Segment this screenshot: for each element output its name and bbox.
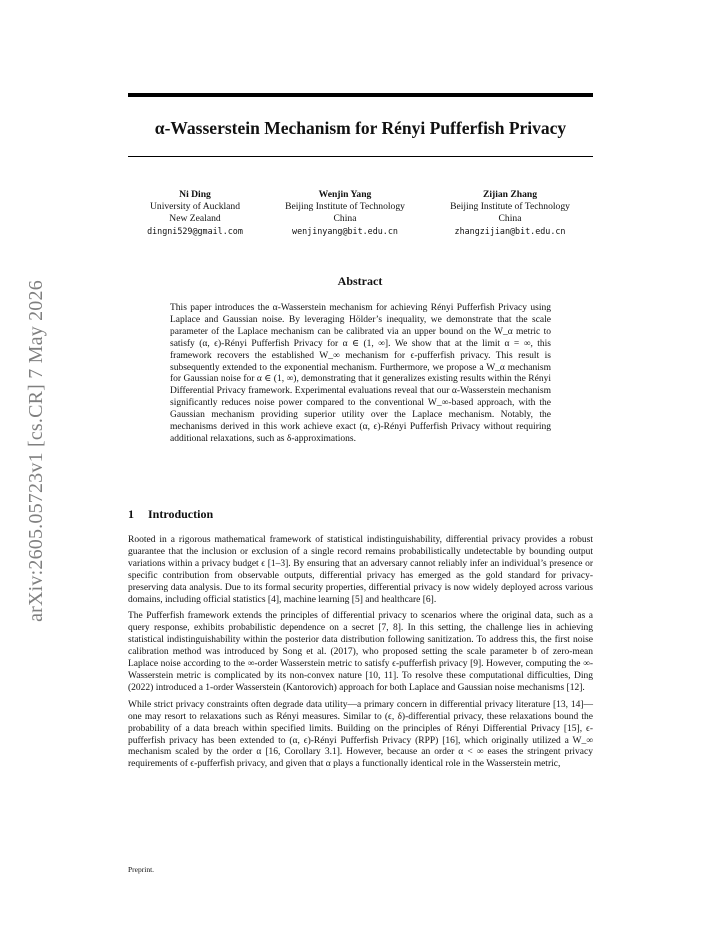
section-title: Introduction <box>148 507 214 521</box>
arxiv-identifier[interactable]: arXiv:2605.05723v1 [cs.CR] 7 May 2026 <box>25 280 47 622</box>
author-affiliation: University of Auckland <box>149 201 241 212</box>
author-email[interactable]: zhangzijian@bit.edu.cn <box>454 226 566 236</box>
section-heading <box>128 506 593 522</box>
title-top-rule <box>128 93 593 97</box>
author-3 <box>420 189 600 237</box>
body-paragraph: Rooted in a rigorous mathematical framework of statistical indistinguishability, differential privacy provides a robust guarantee that the inclusion or exclusion of a single record remains probabilistically undetectable by bounding output variations within a privacy budget ϵ [1–3]. By ensuring that an adversary cannot reliably infer an individual’s presence or specific contribution from observable outputs, differential privacy has emerged as the gold standard for privacy-preserving data analysis. Due to its formal security properties, differential privacy is now widely deployed across various domains, including official statistics [4], machine learning [5] and healthcare [6]. <box>128 535 593 605</box>
author-block <box>0 189 720 249</box>
author-name: Zijian Zhang <box>482 189 538 200</box>
author-name: Wenjin Yang <box>318 189 372 200</box>
paper-title: α-Wasserstein Mechanism for Rényi Pufferfish Privacy <box>154 118 567 138</box>
title-bottom-rule <box>128 156 593 157</box>
author-location: New Zealand <box>169 213 221 224</box>
author-affiliation: Beijing Institute of Technology <box>285 201 405 212</box>
author-name: Ni Ding <box>179 189 211 200</box>
author-email[interactable]: wenjinyang@bit.edu.cn <box>292 226 398 236</box>
author-location: China <box>498 213 522 224</box>
body-paragraph: While strict privacy constraints often degrade data utility—a primary concern in differential privacy literature [13, 14]—one may resort to relaxations such as Rényi measures. Similar to (ϵ, δ)-differential privacy, these relaxations bound the probability of a data breach within specified limits. Building on the principles of Rényi Differential Privacy [15], ϵ-pufferfish privacy has been extended to (α, ϵ)-Rényi Pufferfish Privacy (RPP) [16], which originally utilized a W_∞ mechanism scaled by the order α [16, Corollary 3.1]. However, because an order α < ∞ eases the stringent privacy requirements of ϵ-pufferfish privacy, and given that α plays a functionally identical role in the Wasserstein metric, <box>128 699 593 770</box>
abstract-text: This paper introduces the α-Wasserstein mechanism for achieving Rényi Pufferfish Privacy using Laplace and Gaussian noise. By leveraging Hölder’s inequality, we demonstrate that the scale parameter of the Laplace mechanism can be calibrated via an upper bound on the W_α metric to satisfy (α, ϵ)-Rényi Pufferfish Privacy for α ∈ (1, ∞]. We show that at the limit α = ∞, this framework recovers the established W_∞ mechanism for ϵ-pufferfish privacy. This result is subsequently extended to the exponential mechanism. Furthermore, we propose a W_α mechanism for Gaussian noise for α ∈ (1, ∞), demonstrating that it generalizes existing results within the Rényi Differential Privacy framework. Experimental evaluations reveal that our α-Wasserstein mechanism significantly reduces noise power compared to the conventional W_∞-based approach, with the Gaussian mechanism providing superior utility over the Laplace mechanism. Notably, the mechanisms derived in this work achieve exact (α, ϵ)-Rényi Pufferfish Privacy without requiring additional relaxations, such as δ-approximations. <box>170 303 551 444</box>
abstract-heading: Abstract <box>337 274 383 288</box>
author-affiliation: Beijing Institute of Technology <box>450 201 570 212</box>
author-2 <box>255 189 435 237</box>
author-location: China <box>333 213 357 224</box>
section-number: 1 <box>128 507 134 521</box>
body-paragraph: The Pufferfish framework extends the principles of differential privacy to scenarios where the original data, such as a query response, exhibits probabilistic dependence on a secret [7, 8]. In this setting, the challenge lies in achieving statistical indistinguishability within the posterior data distribution following sanitization. To address this, the first noise calibration method was introduced by Song et al. (2017), who proposed setting the scale parameter b of zero-mean Laplace noise according to the ∞-order Wasserstein metric to satisfy ϵ-pufferfish privacy [9]. However, computing the ∞-Wasserstein metric is complicated by its non-convex nature [10, 11]. To resolve these computational difficulties, Ding (2022) introduced a 1-order Wasserstein (Kantorovich) approach for both Laplace and Gaussian noise mechanisms [12]. <box>128 611 593 693</box>
author-email[interactable]: dingni529@gmail.com <box>147 226 243 236</box>
footer-note: Preprint. <box>128 865 155 874</box>
section-body <box>128 535 593 776</box>
